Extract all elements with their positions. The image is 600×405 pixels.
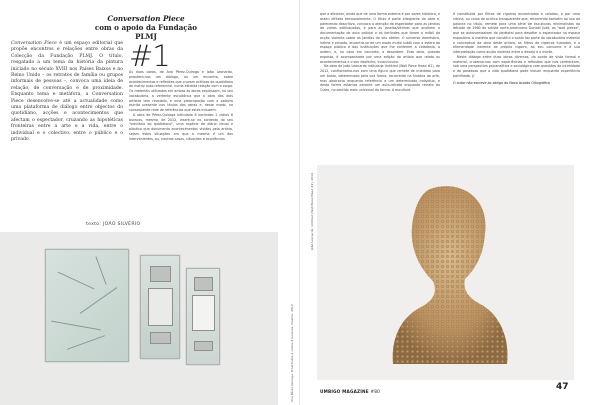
intro-rest: é um espaço editorial que propõe encontros e relações entre obras da Colecção da Fundação PLMJ. O título, resgatado a um tema da história da pintura iniciado no século XVIII nos Países Baixos e no Reino Unido – os retratos de família ou grupos informais de pessoas –, convoca uma ideia de relação, de conversação e de proximidade. Enquanto tema e metáfora, a Conversation Piece desenvolve-se até a actualidade como uma plataforma de diálogo entre objectos do quotidiano, acções e acontecimentos que afectam o espectador, cruzando as hipotéticas fronteiras entre a arte e a vida, entre o individual e o colectivo, entre o público e o privado. [11, 41, 123, 143]
end-mark: // [471, 73, 475, 78]
intro-lead: Conversation Piece [11, 41, 57, 46]
section-heading: #1 [129, 39, 170, 73]
glass-vitrine-panel [140, 255, 180, 359]
paragraph: Na obra de João Leonardo intitulada Untitled (Wall Piece Head #2), de 2012, confrontamo-nos com uma figura que remete de imediato para um busto, determinado pela sua forma, recorrente na história da arte, mas abstracto enquanto referência a um determinado indivíduo, e desta forma estamos perante um auto-retrato enquanto retrato do Outro, no sentido mais universal do termo. A escultura [320, 64, 440, 92]
page-title [84, 14, 208, 41]
text-column-3 [453, 12, 580, 85]
author-credit: texto: JOÃO SILVÉRIO [86, 222, 141, 227]
right-page [300, 0, 600, 405]
title-line1: Conversation Piece [107, 14, 185, 23]
cigarette-filter-bust [385, 179, 515, 369]
photo-caption-left: Ana Pérez-Quiroga, 8 berlindes 2 vidros 6 buracos, mesmo, 2012 [290, 304, 294, 402]
title-line2: com o apoio da Fundação PLMJ [94, 23, 198, 41]
paragraph: é constituída por filtros de cigarros encontrados e colados, e por uma vitrina, ou caixa de acrílico transparente que, recorrendo também ao uso da palavra no título, remete para uma série de esculturas minimalistas da década de 1960 do artista norte-americano Donald Judd, as "wall pieces", que se autonomizaram do pedestal para desafiar o espectador no espaço expositivo. A matéria que constitui o busto faz parte do vocabulário material e conceptual da obra deste artista, os filtros de cigarros fumados, e a efemeridade inerente ao próprio cigarro, ao seu consumo e à sua interpretação como acção violenta entre o desejo e a morte. [453, 12, 580, 54]
paragraph: que a afectam, ainda que de uma forma externa e por vezes histórica, e assim difíreta temporalmente. O título é parte integrante da obra e, parecendo descritivo, convoca a atenção do espectador para as janelas de vidros estilhaçados, e para as janelas/vitrinas que acolhem a documentação do auto policial e os berlindes que foram o móbil da acção violenta sobre as janelas do seu atelier. O universo doméstico, íntimo e privado, encontra-se de um modo muito subtil com a esfera do espaço público e das instituições que lhe conferem a cidadania, a ordem, e, no caso em concreto, a desordem. Esta obra, quando exposta, é acompanhada por uma edição da artista que relata os acontecimentos e o seu desfecho, inconclusivo. [320, 12, 440, 64]
document-vitrine-panel [186, 268, 220, 365]
footer-magazine: UMBIGO MAGAZINE #80 [320, 389, 380, 394]
paragraph: A obra de Pérez-Quiroga intitulada 8 berlindes 2 vidros 6 buracos, mesmo, de 2012, insere-se no contexto do seu "breviário do quotidiano", uma espécie de diário visual e plástico que documenta acontecimentos vividos pela artista, sejam estes situações em que a mesma é um dos intervenientes, ou, noutros casos, situações e ocorrências [129, 112, 233, 141]
text-column-1 [129, 70, 233, 141]
artwork-photo-right [317, 165, 574, 380]
paragraph: Neste diálogo entre duas obras diversas, do ponto de vista formal e material, cruzamo-nos com experiências e reflexões que nos confrontam, sob uma perspectiva psicanalítica e sociológica com questões da intimidade e do paradoxo que a vida quotidiana pode induzir enquanto experiência partilhada. // [453, 54, 580, 78]
intro-paragraph [11, 41, 123, 144]
paragraph: As duas obras, de Ana Pérez-Quiroga e João Leonardo, propõem-nos um diálogo, ou um encontro, sobre acontecimentos e reflexões que cruzam práticas do quotidiano de matriz auto-referencial, numa estreita relação com o corpo. Os materiais utilizados em ambas as obras expressam, no seu vocabulário, a vertente escultórica que a obra dos dois artistas tem revelado, e uma preocupação com a palavra escrita presente nos títulos das obras e, deste modo, na consequente rede de referências que estes induzem. [129, 70, 233, 112]
text-column-2 [320, 12, 440, 93]
page-number: 47 [556, 382, 569, 392]
artwork-photo-left [0, 232, 278, 405]
shattered-glass-panel [45, 249, 129, 362]
photo-caption-right: João Leonardo, Untitled (Wall Piece Head #2), 2012 [310, 172, 314, 250]
author-note: O autor não escreve ao abrigo do Novo Acordo Ortográfico [453, 80, 550, 85]
